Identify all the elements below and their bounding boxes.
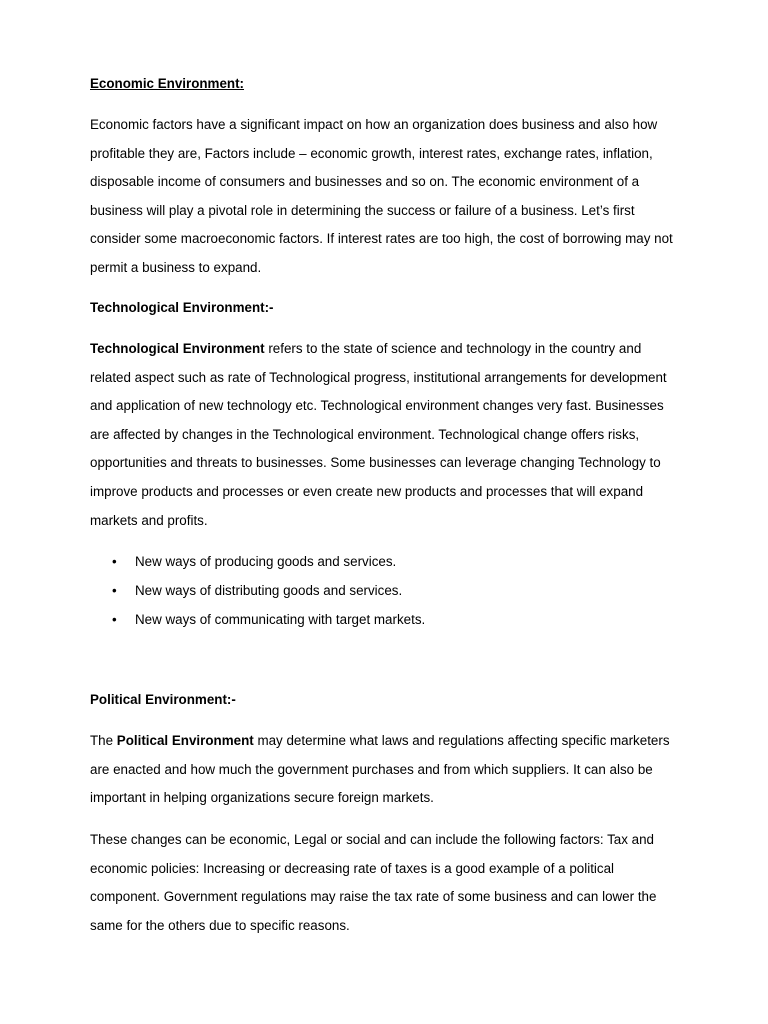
political-p1-pre: The xyxy=(90,733,117,748)
political-heading: Political Environment:- xyxy=(90,692,236,707)
technological-paragraph xyxy=(90,335,668,535)
list-item xyxy=(90,576,690,605)
list-item xyxy=(90,547,690,576)
bullet-text: New ways of producing goods and services. xyxy=(135,554,397,569)
bullet-icon: • xyxy=(112,583,117,598)
economic-body xyxy=(90,111,682,283)
technological-paragraph-rest: refers to the state of science and technology in the country and related aspect such as rate of Technological progress, institutional arrangements for development and application of new technology etc. Technological environment changes very fast. Businesses are affected by changes in the Technological environment. Technological change offers risks, opportunities and threats to businesses. Some businesses can leverage changing Technology to improve products and processes or even create new products and processes that will expand markets and profits. xyxy=(90,341,667,528)
economic-paragraph: Economic factors have a significant impact on how an organization does business and also how profitable they are, Factors include – economic growth, interest rates, exchange rates, inflation, disposable income of consumers and businesses and so on. The economic environment of a business will play a pivotal role in determining the success or failure of a business. Let’s first consider some macroeconomic factors. If interest rates are too high, the cost of borrowing may not permit a business to expand. xyxy=(90,117,673,275)
political-body-2 xyxy=(90,826,686,940)
technological-bullets xyxy=(90,547,690,634)
bullet-icon: • xyxy=(112,612,117,627)
political-section xyxy=(90,690,690,710)
technological-heading: Technological Environment:- xyxy=(90,300,274,315)
technological-lead-bold: Technological Environment xyxy=(90,341,265,356)
technological-body xyxy=(90,335,668,535)
bullet-icon: • xyxy=(112,554,117,569)
bullet-text: New ways of communicating with target markets. xyxy=(135,612,426,627)
list-item xyxy=(90,605,690,634)
technological-section xyxy=(90,298,690,318)
political-lead-bold: Political Environment xyxy=(116,733,254,748)
political-p1-rest: may determine what laws and regulations affecting specific marketers are enacted and how much the government purchases and from which suppliers. It can also be important in helping organizations secure foreign markets. xyxy=(90,733,670,806)
bullet-text: New ways of distributing goods and services. xyxy=(135,583,403,598)
political-body-1 xyxy=(90,727,672,813)
economic-section xyxy=(90,74,690,94)
political-paragraph-1 xyxy=(90,727,672,813)
political-paragraph-2: These changes can be economic, Legal or social and can include the following factors: Tax and economic policies: Increasing or decreasing rate of taxes is a good example of a political component. Government regulations may raise the tax rate of some business and can lower the same for the others due to specific reasons. xyxy=(90,832,657,933)
economic-heading: Economic Environment: xyxy=(90,76,245,91)
